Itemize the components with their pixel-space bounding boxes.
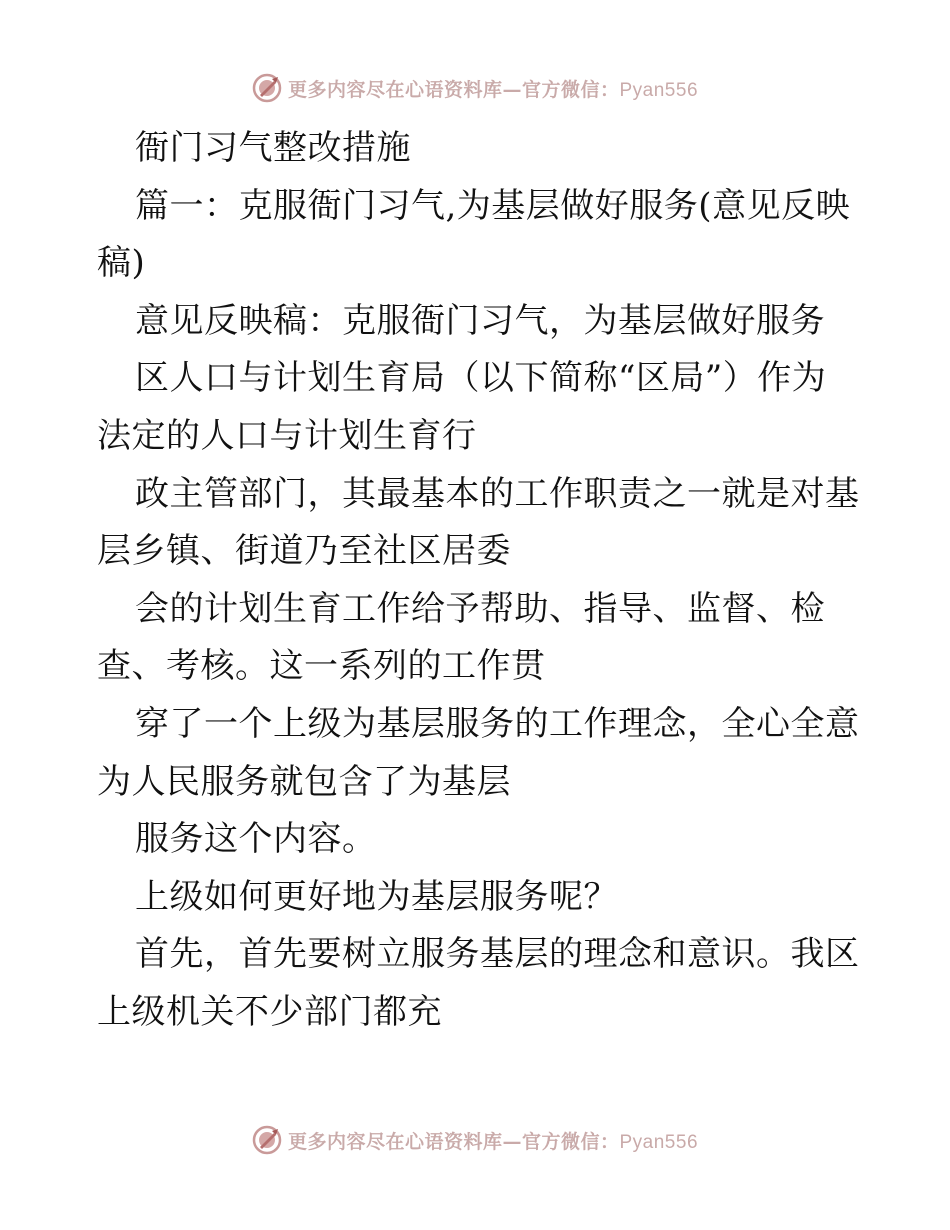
document-line: 首先，首先要树立服务基层的理念和意识。我区 xyxy=(135,934,860,975)
document-line: 上级机关不少部门都充 xyxy=(97,991,442,1032)
header-banner-title: 更多内容尽在心语资料库 xyxy=(287,78,503,101)
document-line: 为人民服务就包含了为基层 xyxy=(97,761,511,802)
document-line: 穿了一个上级为基层服务的工作理念，全心全意 xyxy=(135,703,860,744)
header-banner-text xyxy=(288,75,698,102)
document-line: 查、考核。这一系列的工作贯 xyxy=(97,646,546,687)
document-line: 稿) xyxy=(97,243,146,284)
footer-banner-separator: — xyxy=(502,1130,522,1153)
header-banner-separator: — xyxy=(502,78,522,101)
header-wechat-id: Pyan556 xyxy=(619,79,699,101)
footer-banner-text xyxy=(288,1127,698,1154)
document-line: 意见反映稿：克服衙门习气，为基层做好服务 xyxy=(135,300,825,341)
document-line: 上级如何更好地为基层服务呢？ xyxy=(135,876,618,917)
footer-banner-title: 更多内容尽在心语资料库 xyxy=(287,1130,503,1153)
header-wechat-label: 官方微信： xyxy=(521,78,620,101)
footer-watermark-banner xyxy=(0,1122,950,1158)
footer-wechat-id: Pyan556 xyxy=(619,1131,699,1153)
document-line: 服务这个内容。 xyxy=(135,819,377,860)
footer-wechat-label: 官方微信： xyxy=(521,1130,620,1153)
document-line: 法定的人口与计划生育行 xyxy=(97,415,477,456)
document-body xyxy=(97,120,860,1042)
document-line: 政主管部门，其最基本的工作职责之一就是对基 xyxy=(135,473,860,514)
document-line: 区人口与计划生育局（以下简称“区局”）作为 xyxy=(135,358,827,399)
document-line: 会的计划生育工作给予帮助、指导、监督、检 xyxy=(135,588,825,629)
document-line: 层乡镇、街道乃至社区居委 xyxy=(97,531,511,572)
pen-logo-icon xyxy=(252,1125,282,1155)
document-line: 篇一：克服衙门习气,为基层做好服务(意见反映 xyxy=(135,185,851,226)
pen-logo-icon xyxy=(252,73,282,103)
document-line: 衙门习气整改措施 xyxy=(135,128,411,168)
header-watermark-banner xyxy=(0,70,950,106)
